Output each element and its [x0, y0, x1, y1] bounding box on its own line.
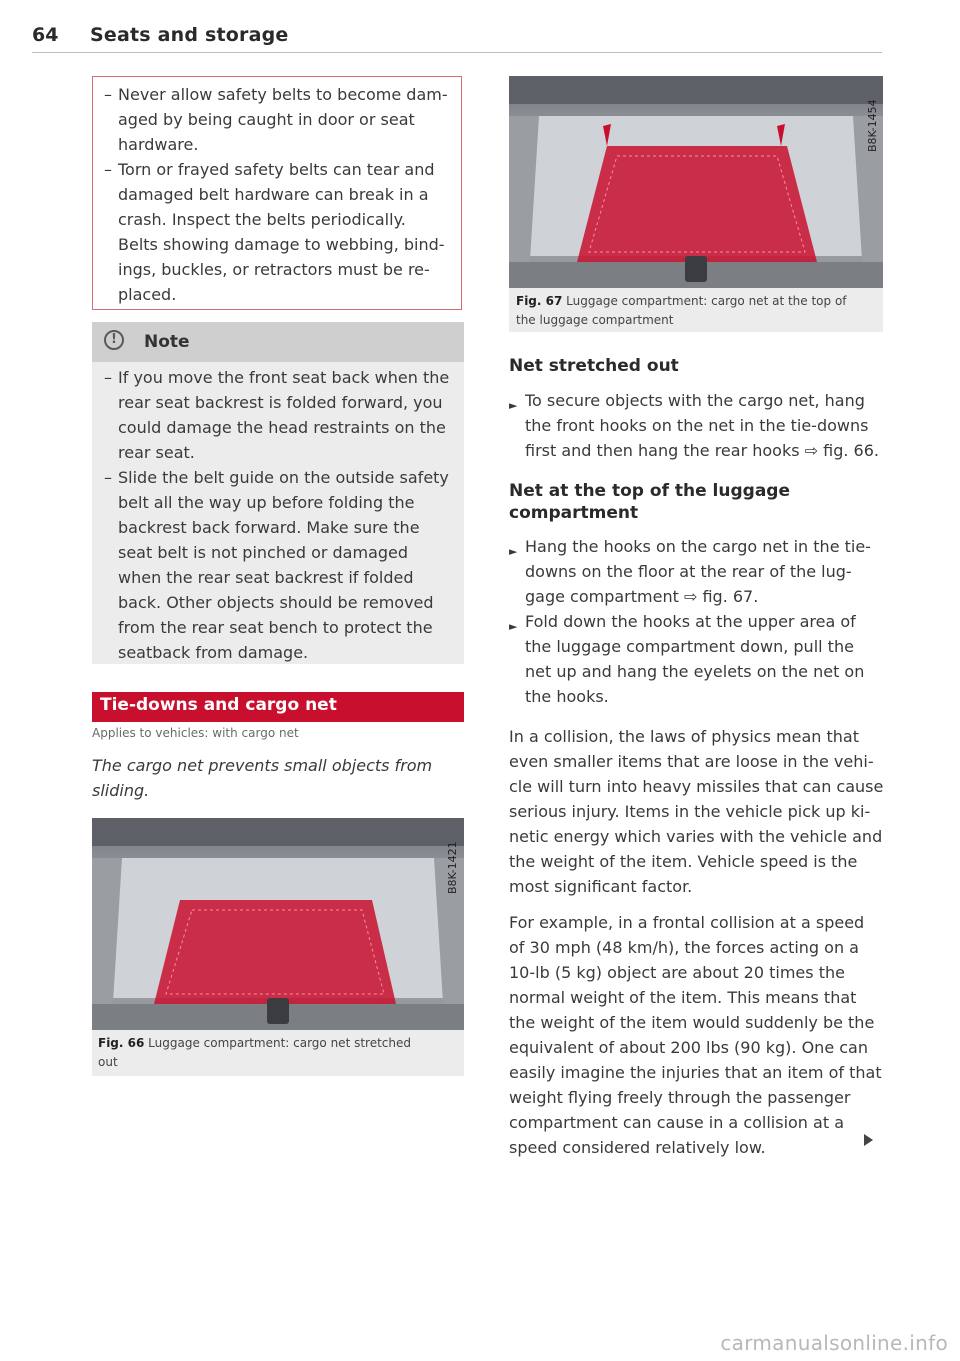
figure-67-image: [509, 76, 883, 288]
bullet-net-top-2: ► Fold down the hooks at the upper area of the luggage compartment down, pull the net up and hang the eyelets on the net on the hooks.: [509, 612, 865, 706]
heading-net-at-top: Net at the top of the luggage compartment: [509, 481, 790, 523]
figure-66-code: B8K-1421: [446, 841, 459, 894]
note-item-2: [104, 465, 460, 665]
figure-66-caption: Fig. 66 Luggage compartment: cargo net stretched out: [98, 1036, 412, 1069]
warning-item-2-text: Torn or frayed safety belts can tear and damaged belt hardware can break in a crash. Inspect the belts periodically. Belts showing damage to webbing, bind- ings, buckles, or retractors must be re- placed.: [118, 160, 445, 304]
exclamation-circle-icon: !: [104, 330, 124, 350]
watermark: carmanualsonline.info: [720, 1331, 948, 1355]
figure-67-code: B8K-1454: [866, 99, 879, 152]
bullet-net-top-1: ► Hang the hooks on the cargo net in the tie- downs on the floor at the rear of the lug- gage compartment ⇨ fig. 67.: [509, 537, 871, 606]
section-header-title: Seats and storage: [90, 24, 289, 46]
paragraph-collision: In a collision, the laws of physics mean that even smaller items that are loose in the vehi- cle will turn into heavy missiles that can cause serious injury. Items in the vehicle pick up ki- netic energy which varies with the vehicle and the weight of the item. Vehicle speed is the most significant factor.: [509, 727, 884, 896]
warning-item-1-text: Never allow safety belts to become dam- aged by being caught in door or seat hardware.: [118, 85, 448, 154]
warning-box-top-border: [92, 76, 462, 77]
note-item-2-text: Slide the belt guide on the outside safety belt all the way up before folding the backrest back forward. Make sure the seat belt is not pinched or damaged when the rear seat backrest if folded back. Other objects should be removed from the rear seat bench to protect the seatback from damage.: [118, 468, 449, 662]
heading-net-stretched-out: Net stretched out: [509, 356, 679, 376]
figure-67-caption: Fig. 67 Luggage compartment: cargo net at the top of the luggage compartment: [516, 294, 847, 327]
triangle-bullet-icon: ►: [509, 620, 518, 633]
applies-to-text: Applies to vehicles: with cargo net: [92, 726, 299, 740]
paragraph-example: For example, in a frontal collision at a speed of 30 mph (48 km/h), the forces acting on a 10-lb (5 kg) object are about 20 times the normal weight of the item. This means that the weight of the item would suddenly be the equivalent of about 200 lbs (90 kg). One can easily imagine the injuries that an item of that weight flying freely through the passenger compartment can cause in a collision at a speed considered relatively low.: [509, 913, 882, 1157]
dash-marker: –: [104, 160, 112, 179]
dash-marker: –: [104, 368, 112, 387]
section-heading: Tie-downs and cargo net: [100, 695, 337, 715]
note-item-1-text: If you move the front seat back when the rear seat backrest is folded forward, you could damage the head restraints on the rear seat.: [118, 368, 450, 462]
continue-arrow-icon: [864, 1134, 873, 1146]
note-item-1: [104, 365, 460, 465]
triangle-bullet-icon: ►: [509, 545, 518, 558]
figure-66-image: [92, 818, 464, 1030]
warning-box-left-border: [92, 76, 93, 310]
warning-item-1: [104, 82, 460, 162]
triangle-bullet-icon: ►: [509, 399, 518, 412]
bullet-net-stretched: ► To secure objects with the cargo net, hang the front hooks on the net in the tie-downs first and then hang the rear hooks ⇨ fig. 66.: [509, 391, 879, 460]
header-divider: [32, 52, 882, 53]
note-label: Note: [144, 332, 190, 352]
dash-marker: –: [104, 468, 112, 487]
page-number: 64: [32, 24, 59, 46]
dash-marker: –: [104, 85, 112, 104]
warning-item-2: [104, 157, 460, 309]
section-intro: The cargo net prevents small objects from sliding.: [92, 756, 433, 800]
